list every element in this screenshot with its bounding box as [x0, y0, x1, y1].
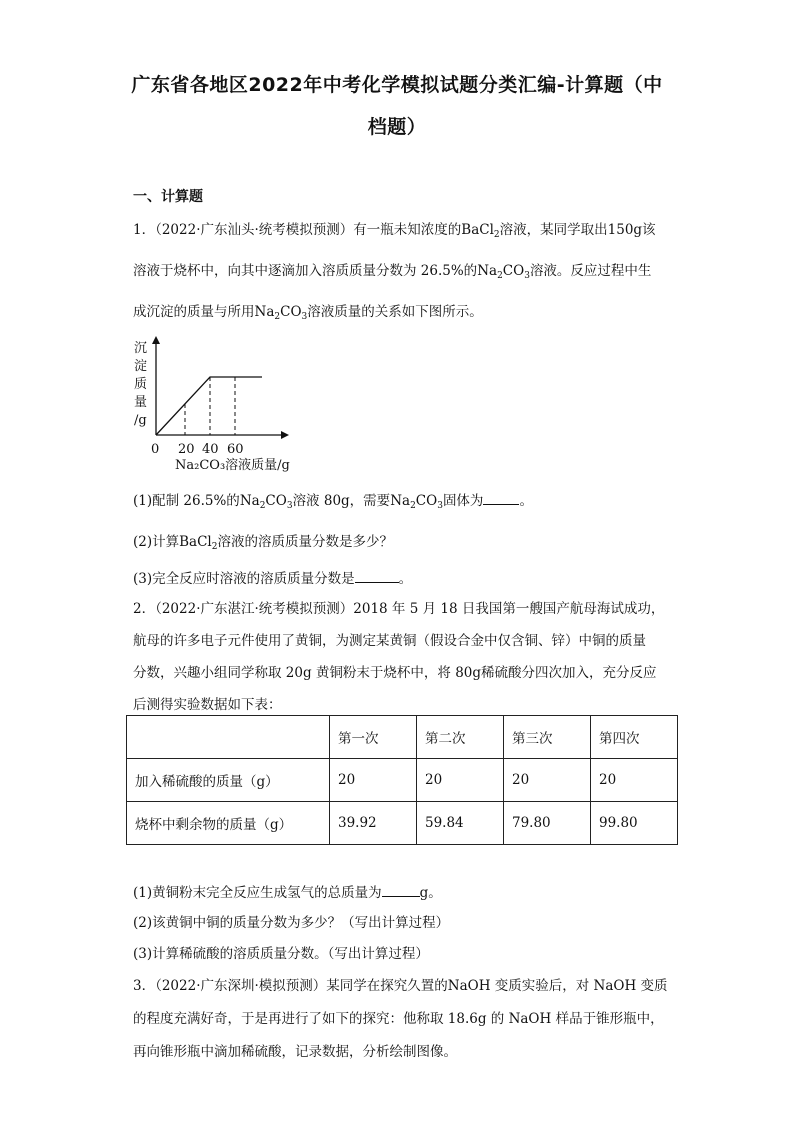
x-tick-label: 60 [227, 442, 244, 457]
table-cell: 20 [417, 759, 504, 802]
table-cell: 79.80 [504, 802, 591, 845]
q1-line2: 溶液于烧杯中，向其中逐滴加入溶质质量分数为 26.5%的$Na_2CO_3$溶液。反应过程中生 [133, 263, 652, 281]
table-cell: 加入稀硫酸的质量（g） [127, 759, 330, 802]
precipitate-graph [125, 335, 305, 475]
table-header-cell: 第一次 [330, 716, 417, 759]
formula-na2co3: $Na_2CO_3$ [239, 493, 293, 511]
q2-sub1: (1)黄铜粉末完全反应生成氢气的总质量为 g。 [133, 885, 442, 901]
table-cell: 20 [330, 759, 417, 802]
table-cell: 20 [591, 759, 678, 802]
table-row [127, 802, 678, 845]
q1-text: 溶液，某同学取出150g该 [499, 222, 656, 238]
y-axis-arrow [152, 336, 160, 344]
formula-na2co3: $Na_2CO_3$ [477, 263, 530, 281]
table-header-cell: 第三次 [504, 716, 591, 759]
x-tick-label: 20 [178, 442, 195, 457]
section-heading: 一、计算题 [133, 189, 203, 205]
formula-bacl2: BaCl$_2$ [461, 222, 500, 240]
answer-blank[interactable] [483, 492, 519, 505]
q1-line3: 成沉淀的质量与所用$Na_2CO_3$溶液质量的关系如下图所示。 [133, 304, 483, 322]
q1-sub1: (1)配制 26.5%的$Na_2CO_3$溶液 80g，需要$Na_2CO_3$固体为 。 [133, 493, 533, 511]
q3-line2: 的程度充满好奇，于是再进行了如下的探究：他称取 18.6g 的 NaOH 样品于锥形瓶中， [133, 1011, 664, 1027]
x-tick-label: 0 [151, 442, 160, 457]
y-label-char: 量 [134, 395, 148, 410]
y-label-char: 质 [134, 377, 148, 392]
table-cell: 烧杯中剩余物的质量（g） [127, 802, 330, 845]
q1-line1 [133, 218, 656, 240]
table-cell: 59.84 [417, 802, 504, 845]
document-title-line1: 广东省各地区2022年中考化学模拟试题分类汇编-计算题（中 [131, 74, 663, 96]
y-label-char: /g [134, 413, 147, 428]
experiment-table [126, 715, 678, 845]
table-cell: 20 [504, 759, 591, 802]
formula-bacl2: BaCl$_2$ [179, 534, 218, 552]
table-header-row [127, 716, 678, 759]
x-axis-label: Na₂CO₃溶液质量/g [175, 458, 290, 473]
formula-na2co3: $Na_2CO_3$ [254, 304, 308, 322]
table-header-cell: 第四次 [591, 716, 678, 759]
q2-line1: 2．（2022·广东湛江·统考模拟预测）2018 年 5 月 18 日我国第一艘国产航母海试成功， [133, 601, 665, 617]
q3-line1: 3．（2022·广东深圳·模拟预测）某同学在探究久置的NaOH 变质实验后，对 NaOH 变质 [133, 978, 668, 994]
formula-na2co3: $Na_2CO_3$ [390, 493, 443, 511]
q2-line4: 后测得实验数据如下表： [133, 697, 282, 713]
q2-sub3: (3)计算稀硫酸的溶质质量分数。（写出计算过程） [133, 946, 429, 962]
q2-sub2: (2)该黄铜中铜的质量分数为多少？（写出计算过程） [133, 915, 450, 931]
q1-sub3: (3)完全反应时溶液的溶质质量分数是 。 [133, 571, 413, 587]
y-label-char: 沉 [134, 341, 148, 356]
table-cell: 99.80 [591, 802, 678, 845]
document-title-line2: 档题） [367, 116, 427, 138]
precipitate-curve [156, 377, 262, 435]
q2-line2: 航母的许多电子元件使用了黄铜，为测定某黄铜（假设合金中仅含铜、锌）中铜的质量 [133, 633, 646, 649]
table-header-cell: 第二次 [417, 716, 504, 759]
y-label-char: 淀 [134, 359, 148, 374]
x-axis-arrow [281, 431, 289, 439]
table-header-cell [127, 716, 330, 759]
q1-text: 1．（2022·广东汕头·统考模拟预测）有一瓶未知浓度的 [133, 222, 462, 238]
x-tick-label: 40 [202, 442, 219, 457]
answer-blank[interactable] [382, 884, 420, 897]
q1-sub2: (2)计算BaCl$_2$溶液的溶质质量分数是多少？ [133, 534, 393, 552]
q3-line3: 再向锥形瓶中滴加稀硫酸，记录数据，分析绘制图像。 [133, 1044, 457, 1060]
table-row [127, 759, 678, 802]
q2-line3: 分数，兴趣小组同学称取 20g 黄铜粉末于烧杯中，将 80g稀硫酸分四次加入，充分反应 [133, 665, 657, 681]
table-cell: 39.92 [330, 802, 417, 845]
answer-blank[interactable] [355, 570, 399, 583]
